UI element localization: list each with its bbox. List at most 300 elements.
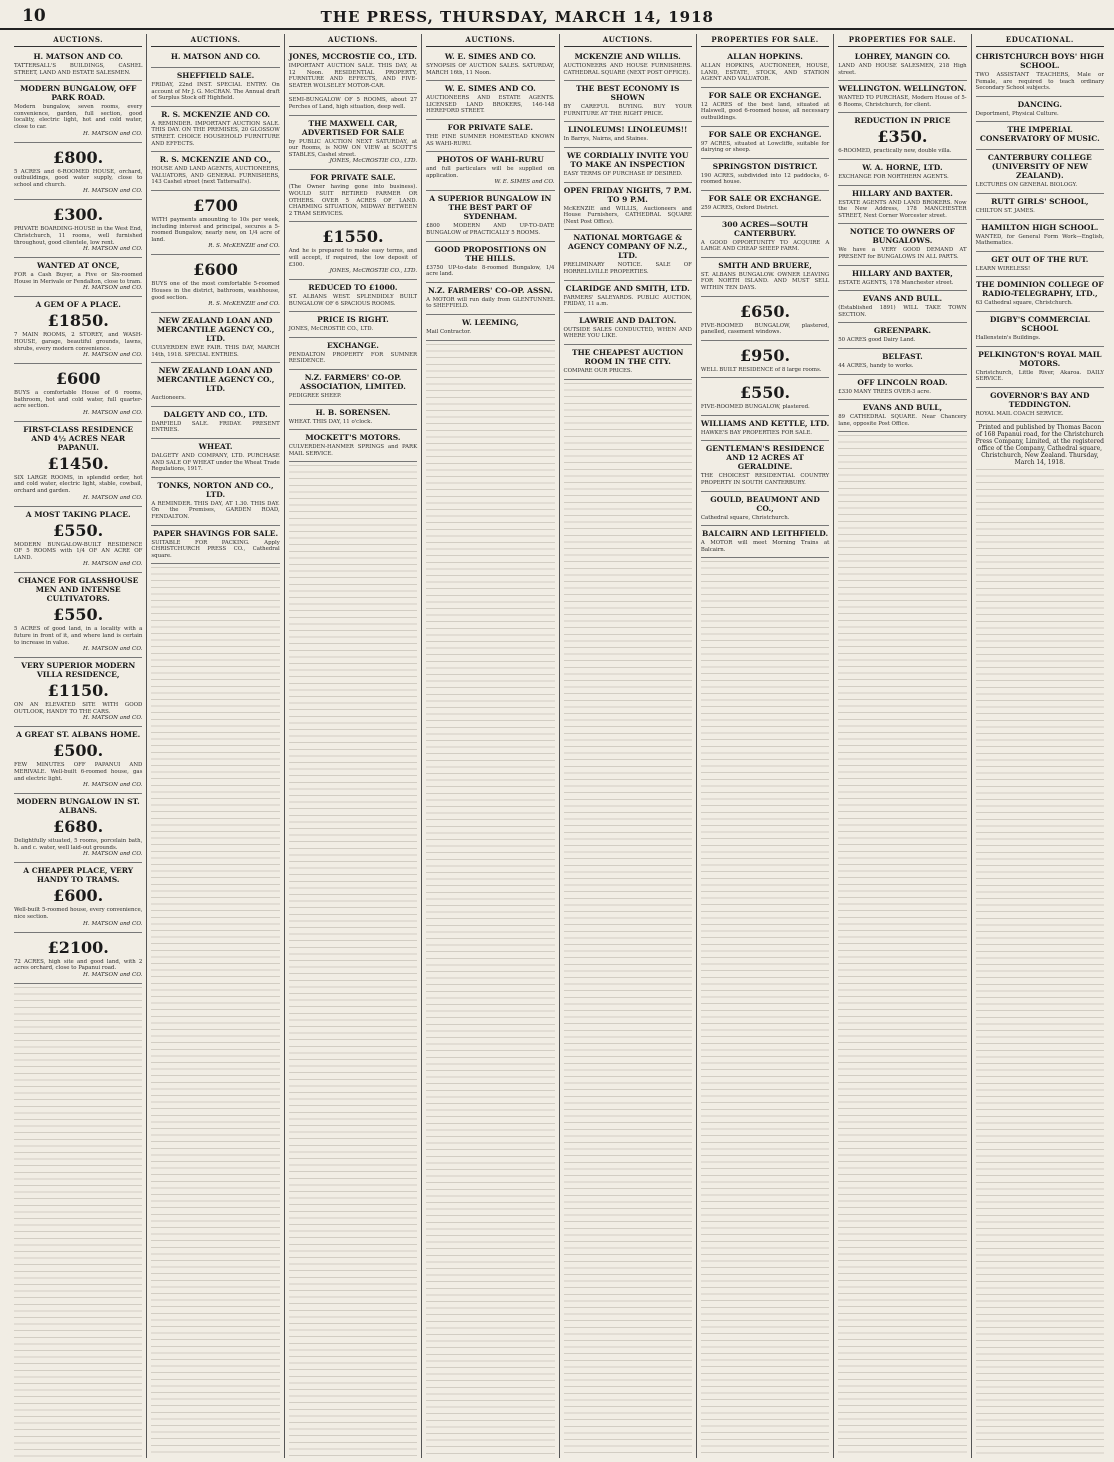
ad-price: £650.	[740, 301, 791, 321]
ad-body: FEW MINUTES OFF PAPANUI AND MERIVALE. Well-built 6-roomed house, gas and electric light.	[14, 762, 143, 782]
small-print-texture	[426, 341, 554, 1459]
ad-title: H. B. SORENSEN.	[315, 407, 391, 417]
advertisement	[14, 258, 142, 297]
ad-title: A MOST TAKING PLACE.	[25, 509, 131, 519]
ad-title: WILLIAMS AND KETTLE, LTD.	[700, 418, 830, 428]
ad-body: Well-built 5-roomed house, every convenience, nice section.	[14, 907, 143, 920]
advertisement	[838, 160, 966, 186]
ad-body: LECTURES ON GENERAL BIOLOGY.	[975, 182, 1078, 189]
advertisement	[426, 283, 554, 315]
column-heading: EDUCATIONAL.	[976, 34, 1104, 47]
advertisement	[564, 122, 692, 148]
small-print-texture	[838, 432, 966, 1458]
advertisement	[838, 323, 966, 349]
ad-title: N.Z. FARMERS' CO-OP. ASSOCIATION, LIMITED.	[300, 373, 406, 392]
ad-price: £1450.	[47, 453, 109, 473]
advertisement	[14, 863, 142, 932]
ad-title: THE MAXWELL CAR, ADVERTISED FOR SALE	[301, 118, 404, 137]
ad-title: CHANCE FOR GLASSHOUSE MEN AND INTENSE CULTIVATORS.	[18, 576, 139, 604]
ad-body: £3750 UP-to-date 8-roomed Bungalow, 1/4 acre land.	[426, 264, 555, 278]
advertisement	[151, 313, 279, 363]
small-print-texture	[289, 462, 417, 1458]
ad-body: Mail Contractor.	[426, 328, 471, 335]
ad-title: JONES, MCCROSTIE CO., LTD.	[289, 52, 417, 61]
ad-body: £800 MODERN AND UP-TO-DATE BUNGALOW of PRACTICALLY 5 ROOMS.	[426, 223, 555, 236]
ad-body: 12 ACRES of the best land, situated at Halswell, good 6-roomed house, all necessary outbuildings.	[700, 101, 830, 121]
ad-body: 63 Cathedral square, Christchurch.	[975, 300, 1073, 307]
ad-price: £1150.	[47, 681, 109, 701]
column-heading: AUCTIONS.	[564, 34, 692, 47]
ad-title: EXCHANGE.	[327, 340, 379, 350]
ad-title: NOTICE TO OWNERS OF BUNGALOWS.	[849, 227, 956, 246]
column-heading: AUCTIONS.	[289, 34, 417, 47]
ad-title: NATIONAL MORTGAGE & AGENCY COMPANY OF N.Z., LTD.	[568, 233, 688, 261]
advertisement	[289, 222, 417, 280]
ad-price: £2100.	[47, 937, 109, 957]
small-print-texture	[14, 984, 142, 1458]
ad-title: R. S. MCKENZIE AND CO.,	[159, 155, 272, 165]
ad-title: WELLINGTON. WELLINGTON.	[838, 84, 967, 94]
ad-title: OFF LINCOLN ROAD.	[857, 377, 948, 387]
ad-title: THE CHEAPEST AUCTION ROOM IN THE CITY.	[572, 347, 684, 366]
ad-body: Modern bungalow, seven rooms, every convenience, garden, full section, good locality, electric light, hot and cold water, close to car.	[14, 104, 143, 130]
advertisement	[976, 150, 1104, 194]
ad-body: A MOTOR will run daily from GLENTUNNEL to SHEFFIELD.	[426, 296, 555, 310]
ad-body: SIX LARGE ROOMS, in splendid order, hot and cold water, electric light, stable, cowbail, orchard and garden.	[14, 474, 143, 495]
page-header	[0, 0, 1114, 30]
ad-body: PENDALTON PROPERTY FOR SUMNER RESIDENCE.	[288, 351, 418, 365]
ad-signature: H. MATSON and CO.	[83, 409, 143, 416]
advertisement	[14, 200, 142, 258]
ad-signature: H. MATSON and CO.	[83, 352, 143, 359]
ad-body: 5 ACRES and 6-ROOMED HOUSE, orchard, outbuildings, good water supply, close to school and church.	[14, 168, 143, 188]
ad-title: FOR PRIVATE SALE.	[310, 173, 396, 183]
advertisement	[701, 127, 829, 159]
ad-signature: H. MATSON and CO.	[83, 246, 143, 253]
advertisement	[14, 364, 142, 422]
ad-title: PAPER SHAVINGS FOR SALE.	[153, 528, 279, 538]
ad-title: REDUCED TO £1000.	[308, 283, 398, 293]
ad-body: 72 ACRES, high site and good land, with 2 acres orchard, close to Papanui road.	[14, 958, 143, 972]
column-1	[10, 34, 147, 1458]
advertisement	[701, 441, 829, 491]
advertisement	[289, 370, 417, 405]
ad-body: LAND AND HOUSE SALESMEN, 218 High street.	[838, 63, 967, 76]
ad-signature: H. MATSON and CO.	[83, 494, 143, 501]
ad-body: CULVERDEN EWE FAIR. THIS DAY, MARCH 14th, 1918. SPECIAL ENTRIES.	[151, 345, 280, 358]
advertisement	[426, 315, 554, 341]
advertisement	[701, 258, 829, 297]
advertisement	[151, 49, 279, 68]
advertisement	[701, 49, 829, 88]
advertisement	[976, 347, 1104, 388]
advertisement	[838, 266, 966, 292]
ad-title: HILLARY AND BAXTER,	[852, 268, 953, 278]
advertisement	[14, 794, 142, 863]
advertisement	[838, 81, 966, 113]
ad-title: EVANS AND BULL,	[862, 403, 943, 413]
ad-title: OPEN FRIDAY NIGHTS, 7 P.M. TO 9 P.M.	[563, 185, 692, 204]
ad-body: EASY TERMS OF PURCHASE IF DESIRED.	[563, 170, 683, 177]
advertisement	[564, 49, 692, 81]
ad-body: FIVE-ROOMED BUNGALOW, plastered.	[700, 404, 810, 411]
ad-body: 190 ACRES, subdivided into 12 paddocks, 6-roomed house.	[700, 172, 830, 186]
column-7	[834, 34, 971, 1458]
ad-title: LINOLEUMS! LINOLEUMS!!	[568, 125, 688, 135]
ad-signature: W. E. SIMES and CO.	[494, 179, 555, 186]
advertisement	[426, 191, 554, 241]
ad-body: ALLAN HOPKINS, AUCTIONEER, HOUSE, LAND, ESTATE, STOCK, AND STATION AGENT AND VALUATOR.	[700, 63, 830, 83]
ad-body: PRIVATE BOARDING-HOUSE in the West End, Christchurch, 11 rooms, well furnished throughout, good clientele, low rent.	[14, 226, 143, 246]
advertisement	[976, 277, 1104, 312]
ad-body: BUYS a comfortable House of 6 rooms, bathroom, hot and cold water, full quarter-acre section.	[14, 390, 143, 410]
ad-title: GOOD PROPOSITIONS ON THE HILLS.	[434, 244, 547, 263]
advertisement	[564, 148, 692, 183]
ad-body: A REMINDER. THIS DAY, AT 1.30. THIS DAY. On the Premises, GARDEN ROAD, FENDALTON.	[151, 500, 280, 521]
newspaper-columns	[10, 34, 1108, 1458]
ad-title: GREENPARK.	[873, 326, 932, 336]
advertisement	[289, 338, 417, 370]
ad-body: Christchurch, Little River, Akaroa. DAILY SERVICE.	[975, 369, 1104, 383]
ad-title: DALGETY AND CO., LTD.	[163, 409, 268, 419]
advertisement	[838, 291, 966, 323]
ad-body: THE FINE SUMNER HOMESTEAD KNOWN AS WAHI-RURU.	[426, 133, 555, 147]
ad-title: 300 ACRES—SOUTH CANTERBURY.	[722, 219, 809, 238]
advertisement	[564, 230, 692, 280]
advertisement	[701, 416, 829, 442]
advertisement	[701, 191, 829, 217]
ad-body: 5 ACRES of good land, in a locality with a future in front of it, and where land is certain to increase in value.	[14, 626, 143, 646]
ad-title: CLARIDGE AND SMITH, LTD.	[565, 283, 690, 293]
ad-title: A SUPERIOR BUNGALOW IN THE BEST PART OF SYDENHAM.	[429, 194, 552, 222]
ad-title: FIRST-CLASS RESIDENCE AND 4½ ACRES NEAR PAPANUI.	[23, 424, 134, 452]
ad-title: A CHEAPER PLACE, VERY HANDY TO TRAMS.	[23, 866, 134, 885]
ad-title: DANCING.	[1017, 99, 1062, 109]
ad-title: REDUCTION IN PRICE	[854, 116, 951, 126]
ad-signature: H. MATSON and CO.	[83, 561, 143, 568]
advertisement	[701, 492, 829, 527]
advertisement	[151, 439, 279, 478]
advertisement	[838, 186, 966, 225]
ad-price: £350.	[877, 127, 928, 147]
ad-body: SEMI-BUNGALOW OF 5 ROOMS, about 27 Perches of Land, high situation, deep well.	[288, 97, 418, 110]
ad-body: BUYS one of the most comfortable 5-roomed Houses in the district, bathroom, washhouse, good section.	[151, 281, 280, 301]
ad-title: FOR PRIVATE SALE.	[447, 122, 534, 132]
ad-body: £330 MANY TREES OVER-3 acre.	[838, 388, 931, 395]
advertisement	[701, 159, 829, 191]
ad-price: £600	[193, 260, 238, 280]
ad-body: MODERN BUNGALOW-BUILT RESIDENCE OF 5 ROOMS with 1/4 OF AN ACRE OF LAND.	[14, 541, 143, 561]
advertisement	[976, 388, 1104, 423]
ad-title: BALCAIRN AND LEITHFIELD.	[702, 529, 829, 539]
advertisement	[701, 378, 829, 416]
ad-body: 50 ACRES good Dairy Land.	[838, 337, 916, 344]
ad-title: MODERN BUNGALOW IN ST. ALBANS.	[16, 797, 140, 816]
advertisement	[151, 478, 279, 526]
ad-title: R. S. MCKENZIE AND CO.	[161, 109, 271, 119]
ad-body: HOUSE AND LAND AGENTS, AUCTIONEERS, VALUATORS, AND GENERAL FURNISHERS, 143 Cashel street (next Tattersall's).	[151, 166, 280, 186]
ad-body: Delightfully situated, 5 rooms, porcelain bath, h. and c. water, well laid-out grounds.	[14, 838, 143, 851]
ad-body: Hallenstein's Buildings.	[975, 334, 1041, 341]
advertisement	[701, 217, 829, 258]
ad-title: ALLAN HOPKINS.	[727, 52, 803, 61]
ad-body: COMPARE OUR PRICES.	[563, 367, 633, 374]
ad-body: WANTED, for General Form Work—English, Mathematics.	[975, 233, 1104, 247]
advertisement	[564, 281, 692, 313]
ad-signature: H. MATSON and CO.	[83, 851, 143, 858]
ad-title: HAMILTON HIGH SCHOOL.	[981, 222, 1099, 232]
column-4	[422, 34, 559, 1458]
advertisement	[14, 81, 142, 142]
ad-body: WHEAT. THIS DAY, 11 o'clock.	[288, 418, 373, 425]
ad-body: 7 MAIN ROOMS, 2 STOREY, and WASH-HOUSE, garage, beautiful grounds, lawns, shrubs, every modern convenience.	[14, 332, 143, 352]
ad-title: TONKS, NORTON AND CO., LTD.	[157, 480, 274, 499]
ad-body: (Established 1891) WILL TAKE TOWN SECTION.	[838, 305, 967, 318]
ad-title: EVANS AND BULL.	[862, 294, 943, 304]
ad-price: £550.	[740, 383, 791, 403]
ad-title: SHEFFIELD SALE.	[176, 71, 255, 80]
advertisement	[14, 573, 142, 658]
ad-title: NEW ZEALAND LOAN AND MERCANTILE AGENCY CO., LTD.	[156, 366, 275, 394]
ad-body: AUCTIONEERS AND HOUSE FURNISHERS. CATHEDRAL SQUARE (NEXT POST OFFICE).	[563, 63, 692, 76]
ad-body: SUITABLE FOR PACKING. Apply CHRISTCHURCH PRESS CO., Cathedral square.	[151, 539, 280, 559]
ad-body: In Barrys, Nairns, and Staines.	[563, 136, 649, 143]
ad-body: ST. ALBANS WEST. SPLENDIDLY BUILT BUNGALOW OF 6 SPACIOUS ROOMS.	[288, 294, 418, 307]
ad-body: FARMERS' SALEYARDS. PUBLIC AUCTION, FRIDAY, 11 a.m.	[563, 294, 692, 308]
ad-title: FOR SALE OR EXCHANGE.	[708, 90, 822, 100]
advertisement	[14, 143, 142, 201]
advertisement	[976, 49, 1104, 97]
advertisement	[151, 107, 279, 152]
ad-body: PRELIMINARY NOTICE. SALE OF HORRELLVILLE PROPERTIES.	[563, 262, 692, 275]
ad-title: THE IMPERIAL CONSERVATORY OF MUSIC.	[979, 125, 1100, 144]
ad-body: And he is prepared to make easy terms, and will accept, if required, the low deposit of £300.	[288, 248, 418, 268]
advertisement	[976, 252, 1104, 278]
small-print-texture	[151, 564, 279, 1458]
advertisement	[289, 312, 417, 338]
advertisement	[151, 68, 279, 107]
ad-title: N.Z. FARMERS' CO-OP. ASSN.	[428, 285, 553, 295]
ad-body: ESTATE AGENTS, 178 Manchester street.	[838, 279, 954, 286]
ad-body: 44 ACRES, handy to works.	[838, 362, 914, 369]
advertisement	[151, 191, 279, 255]
ad-signature: JONES, McCROSTIE CO., LTD.	[329, 158, 418, 165]
advertisement	[838, 113, 966, 160]
advertisement	[14, 507, 142, 574]
ad-body: A GOOD OPPORTUNITY TO ACQUIRE A LARGE AND CHEAP SHEEP FARM.	[700, 239, 830, 253]
small-print-texture	[976, 466, 1104, 1458]
advertisement	[701, 526, 829, 558]
ad-signature: JONES, McCROSTIE CO., LTD.	[329, 268, 418, 275]
ad-title: GET OUT OF THE RUT.	[991, 254, 1089, 264]
advertisement	[151, 152, 279, 191]
ad-title: PELKINGTON'S ROYAL MAIL MOTORS.	[978, 349, 1102, 368]
advertisement	[838, 349, 966, 375]
advertisement	[976, 220, 1104, 252]
ad-body: IMPORTANT AUCTION SALE. THIS DAY, At 12 Noon. RESIDENTIAL PROPERTY, FURNITURE AND EFFECTS, AND FIVE-SEATER WOLSELEY MOTOR-CAR.	[288, 63, 418, 89]
ad-price: £300.	[53, 205, 104, 225]
ad-body: DARFIELD SALE. FRIDAY. PRESENT ENTRIES.	[151, 420, 280, 434]
ad-body: Auctioneers.	[151, 395, 186, 402]
advertisement	[289, 430, 417, 462]
advertisement	[976, 194, 1104, 220]
column-heading: AUCTIONS.	[151, 34, 279, 47]
ad-title: THE DOMINION COLLEGE OF RADIO-TELEGRAPHY, LTD.,	[976, 280, 1104, 299]
ad-price: £800.	[53, 147, 104, 167]
ad-title: BELFAST.	[882, 351, 923, 361]
advertisement	[838, 224, 966, 265]
ad-price: £600.	[53, 886, 104, 906]
page-number: 10	[22, 6, 46, 26]
ad-body: ON AN ELEVATED SITE WITH GOOD OUTLOOK, HANDY TO THE CARS.	[14, 702, 143, 715]
ad-signature: H. MATSON and CO.	[83, 285, 143, 292]
advertisement	[701, 88, 829, 127]
ad-title: VERY SUPERIOR MODERN VILLA RESIDENCE,	[21, 661, 136, 680]
column-3	[285, 34, 422, 1458]
ad-title: LOHREY, MANGIN CO.	[854, 52, 951, 61]
ad-price: £1550.	[322, 227, 384, 247]
ad-title: GOULD, BEAUMONT AND CO.,	[710, 494, 820, 513]
ad-title: WHEAT.	[198, 442, 233, 452]
advertisement	[564, 345, 692, 380]
ad-body: 97 ACRES, situated at Lowcliffe, suitable for dairying or sheep.	[700, 140, 830, 154]
ad-title: WANTED AT ONCE,	[37, 261, 120, 271]
ad-body: by PUBLIC AUCTION NEXT SATURDAY, at our Rooms, is NOW ON VIEW at SCOTT'S STABLES, Cashel street.	[288, 138, 418, 158]
advertisement	[838, 400, 966, 432]
ad-title: WE CORDIALLY INVITE YOU TO MAKE AN INSPECTION	[566, 150, 689, 169]
ad-price: £700	[193, 195, 238, 215]
ad-title: MCKENZIE AND WILLIS.	[574, 52, 681, 61]
ad-title: GOVERNOR'S BAY AND TEDDINGTON.	[990, 390, 1090, 409]
ad-body: ESTATE AGENTS AND LAND BROKERS. Now the New Address, 178 MANCHESTER STREET, Next Corner Worcester street.	[838, 199, 967, 219]
ad-title: W. E. SIMES AND CO.	[444, 52, 536, 61]
advertisement	[14, 727, 142, 794]
ad-body: OUTSIDE SALES CONDUCTED, WHEN AND WHERE YOU LIKE.	[563, 326, 692, 340]
ad-price: £680.	[53, 817, 104, 837]
advertisement	[14, 49, 142, 81]
advertisement	[426, 152, 554, 191]
column-heading: AUCTIONS.	[426, 34, 554, 47]
advertisement	[838, 375, 966, 401]
ad-title: PHOTOS OF WAHI-RURU	[436, 155, 544, 165]
advertisement	[151, 255, 279, 313]
ad-body: 89 CATHEDRAL SQUARE. Near Chancery lane, opposite Post Office.	[838, 414, 967, 427]
ad-title: NEW ZEALAND LOAN AND MERCANTILE AGENCY CO., LTD.	[156, 316, 275, 344]
advertisement	[289, 405, 417, 431]
ad-price: £600	[55, 369, 101, 389]
ad-signature: H. MATSON and CO.	[83, 715, 143, 722]
ad-title: MOCKETT'S MOTORS.	[305, 433, 401, 443]
ad-body: DALGETY AND COMPANY, LTD. PURCHASE AND SALE OF WHEAT under the Wheat Trade Regulations, 1917.	[151, 453, 280, 473]
ad-body: A REMINDER. IMPORTANT AUCTION SALE. THIS DAY. ON THE PREMISES, 20 GLOSSOW STREET. CHOICE HOUSEHOLD FURNITURE AND EFFECTS.	[151, 120, 280, 147]
advertisement	[426, 242, 554, 283]
ad-signature: H. MATSON and CO.	[83, 782, 143, 789]
ad-price: £550.	[53, 605, 104, 625]
advertisement	[426, 120, 554, 152]
ad-body: ROYAL MAIL COACH SERVICE.	[975, 410, 1064, 417]
ad-body: WELL BUILT RESIDENCE of 8 large rooms.	[700, 366, 822, 373]
ad-title: SMITH AND BRUERE,	[718, 260, 812, 270]
ad-title: DIGBY'S COMMERCIAL SCHOOL	[989, 314, 1090, 333]
small-print-texture	[564, 380, 692, 1459]
ad-body: FIVE-ROOMED BUNGALOW, plastered, panelled, casement windows.	[700, 322, 830, 336]
advertisement	[701, 297, 829, 341]
advertisement	[14, 422, 142, 507]
small-print-texture	[701, 558, 829, 1458]
advertisement	[564, 313, 692, 345]
column-8	[972, 34, 1108, 1458]
advertisement	[289, 49, 417, 94]
ad-title: A GEM OF A PLACE.	[35, 300, 121, 310]
ad-title: CHRISTCHURCH BOYS' HIGH SCHOOL.	[975, 52, 1104, 70]
ad-body: 259 ACRES, Oxford District.	[700, 204, 779, 211]
advertisement	[564, 183, 692, 231]
ad-title: LAWRIE AND DALTON.	[579, 315, 677, 325]
column-2	[147, 34, 284, 1458]
ad-title: FOR SALE OR EXCHANGE.	[708, 193, 822, 203]
ad-title: W. E. SIMES AND CO.	[444, 84, 536, 94]
ad-body: TWO ASSISTANT TEACHERS, Male or Female, are required to teach ordinary Secondary School subjects.	[975, 72, 1104, 92]
ad-title: RUTT GIRLS' SCHOOL,	[991, 196, 1089, 206]
advertisement	[14, 658, 142, 727]
ad-title: FOR SALE OR EXCHANGE.	[708, 129, 822, 139]
ad-title: MODERN BUNGALOW, OFF PARK ROAD.	[20, 84, 137, 103]
advertisement	[289, 280, 417, 312]
ad-title: GENTLEMAN'S RESIDENCE AND 12 ACRES AT GERALDINE.	[705, 444, 825, 472]
ad-title: CANTERBURY COLLEGE (UNIVERSITY OF NEW ZEALAND).	[987, 153, 1092, 181]
ad-body: Deportment, Physical Culture.	[975, 110, 1059, 117]
advertisement	[151, 407, 279, 439]
ad-body: LEARN WIRELESS!	[975, 265, 1031, 272]
advertisement	[151, 363, 279, 407]
advertisement	[151, 526, 279, 565]
imprint: Printed and published by Thomas Bacon of 168 Papanui road, for the Christchurch Press Company, Limited, at the registered office of the Company, Cathedral square, Christchurch, New Zealand. Thursday, March 14, 1918.	[975, 424, 1104, 467]
advertisement	[426, 81, 554, 120]
ad-body: CHILTON ST. JAMES.	[975, 207, 1035, 214]
ad-title: H. MATSON AND CO.	[33, 52, 123, 61]
ad-title: HILLARY AND BAXTER.	[852, 188, 953, 198]
ad-price: £950.	[740, 345, 791, 365]
column-heading: AUCTIONS.	[14, 34, 142, 47]
ad-body: and full particulars will be supplied on application.	[426, 166, 555, 179]
advertisement	[701, 341, 829, 379]
ad-body: SYNOPSIS OF AUCTION SALES. SATURDAY, MARCH 16th, 11 Noon.	[426, 63, 555, 76]
column-5	[560, 34, 697, 1458]
advertisement	[426, 49, 554, 81]
advertisement	[289, 94, 417, 115]
ad-title: W. LEEMING,	[462, 317, 519, 327]
ad-title: THE BEST ECONOMY IS SHOWN	[575, 84, 680, 103]
ad-body: ST. ALBANS BUNGALOW. OWNER LEAVING FOR NORTH ISLAND. AND MUST SELL WITHIN TEN DAYS.	[700, 271, 830, 291]
ad-body: CULVERDEN-HANMER SPRINGS and PARK MAIL SERVICE.	[288, 444, 418, 457]
column-heading: PROPERTIES FOR SALE.	[701, 34, 829, 47]
ad-price: £550.	[53, 520, 104, 540]
masthead: THE PRESS, THURSDAY, MARCH 14, 1918	[320, 8, 714, 26]
ad-body: (The Owner having gone into business). WOULD SUIT RETIRED FARMER OR OTHERS. OVER 5 ACRES OF LAND. CHARMING SITUATION, MIDWAY BETWEEN 2 TRAM SERVICES.	[288, 184, 418, 217]
advertisement	[289, 170, 417, 222]
ad-body: Cathedral square, Christchurch.	[700, 514, 790, 521]
ad-body: PEDIGREE SHEEP.	[288, 393, 342, 400]
ad-body: BY CAREFUL BUYING. BUY YOUR FURNITURE AT THE RIGHT PRICE.	[563, 104, 692, 117]
ad-body: AUCTIONEERS AND ESTATE AGENTS. LICENSED LAND BROKERS, 146-148 HEREFORD STREET.	[426, 95, 555, 115]
ad-body: A MOTOR will meet Morning Trains at Balcairn.	[700, 540, 830, 553]
ad-body: HAWKE'S BAY PROPERTIES FOR SALE.	[700, 429, 812, 436]
ad-signature: H. MATSON and CO.	[83, 971, 143, 978]
advertisement	[14, 297, 142, 364]
ad-signature: R. S. McKENZIE and CO.	[208, 301, 280, 308]
ad-body: WITH payments amounting to 10s per week, including interest and principal, secures a 5-roomed Bungalow, nearly new, on 1/4 acre of land.	[151, 216, 280, 243]
ad-signature: R. S. McKENZIE and CO.	[208, 243, 280, 250]
